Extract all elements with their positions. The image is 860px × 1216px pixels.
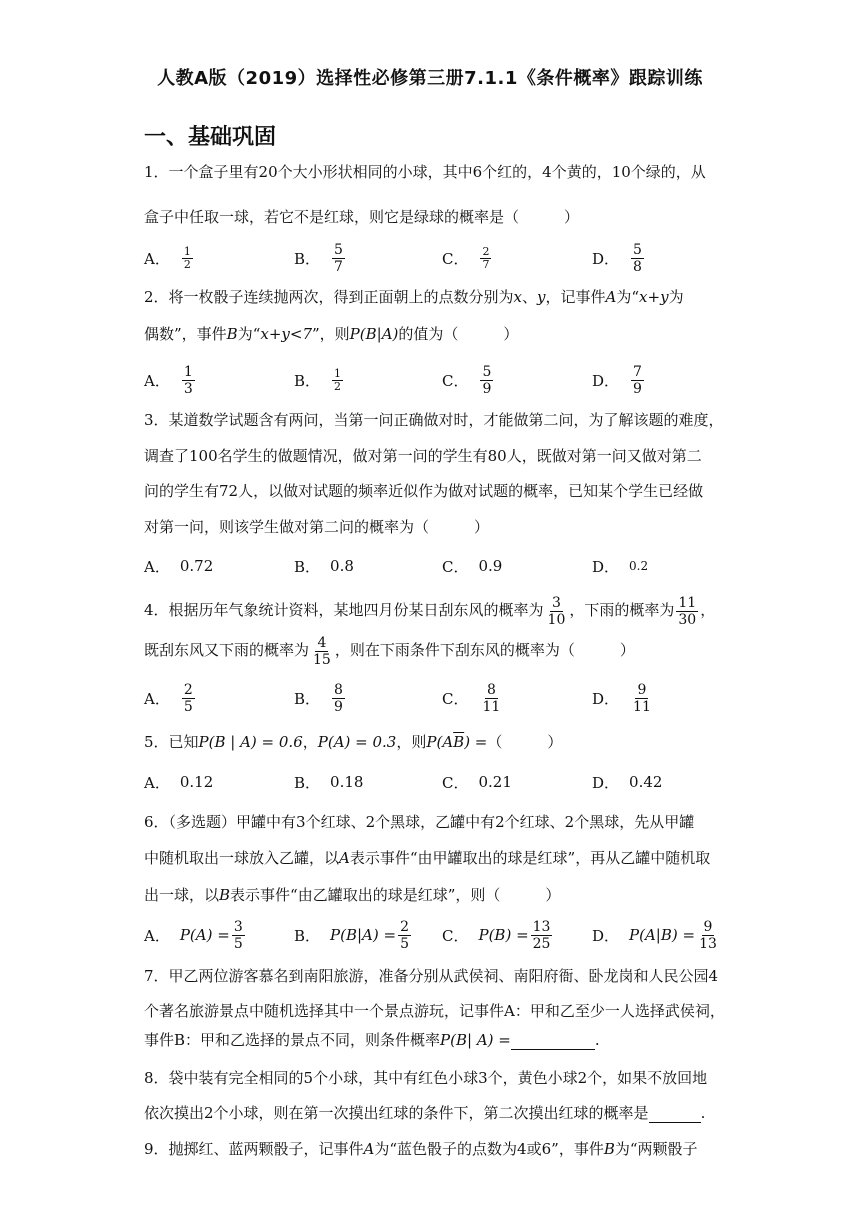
question-4-line-2: 既刮东风又下雨的概率为 $\frac{4}{15}$ ，则在下雨条件下刮东风的概率为（ ） [144,634,635,668]
option-a[interactable]: A． $\frac{2}{5}$ [144,681,193,715]
question-2-line-2: 偶数”，事件B为“x+y<7”，则P(B|A)的值为（ ） [144,325,519,343]
option-b[interactable]: B． 0.8 [294,557,354,576]
fraction: $\frac{5}{8}$ [633,241,642,275]
question-4-options [144,678,724,718]
fraction: $\frac{5}{7}$ [334,241,343,275]
fraction: $\frac{1}{2}$ [334,366,342,393]
question-3-line-4: 对第一问，则该学生做对第二问的概率为（ ） [144,518,490,536]
fraction: $\frac{8}{11}$ [482,681,501,715]
fraction: $\frac{9}{11}$ [633,681,651,715]
question-3-line-3: 问的学生有72人，以做对试题的频率近似作为做对试题的概率，已知某个学生已经做 [144,482,704,500]
fraction: $\frac{2}{7}$ [482,244,490,271]
option-b[interactable]: B． $\frac{1}{2}$ [294,366,342,393]
option-b[interactable]: B． $\frac{8}{9}$ [294,681,343,715]
question-2-options [144,360,724,400]
question-7-line-2: 个著名旅游景点中随机选择其中一个景点游玩，记事件A：甲和乙至少一人选择武侯祠， [144,1002,725,1020]
answer-blank[interactable] [511,1049,595,1050]
question-9-line-1: 9．抛掷红、蓝两颗骰子，记事件A为“蓝色骰子的点数为4或6”，事件B为“两颗骰子 [144,1140,698,1158]
option-a[interactable]: A． 0.12 [144,773,214,792]
fraction: $\frac{3}{5}$ [233,918,243,952]
option-a[interactable]: A． P(A) = $\frac{3}{5}$ [144,918,243,952]
question-7-line-3: 事件B：甲和乙选择的景点不同，则条件概率P(B| A) = . [144,1031,600,1049]
fraction: $\frac{9}{13}$ [699,918,717,952]
fraction: $\frac{3}{10}$ [547,594,566,628]
section-heading: 一、基础巩固 [144,125,277,150]
fraction: $\frac{2}{5}$ [183,681,193,715]
fraction: $\frac{4}{15}$ [313,634,331,668]
option-c[interactable]: C． $\frac{5}{9}$ [442,363,492,397]
fraction: $\frac{1}{3}$ [183,363,193,397]
option-c[interactable]: C． 0.9 [442,557,503,576]
question-3-line-1: 3．某道数学试题含有两问，当第一问正确做对时，才能做第二问，为了解该题的难度， [144,411,724,429]
answer-blank[interactable] [649,1122,701,1123]
question-3-line-2: 调查了100名学生的做题情况，做对第一问的学生有80人，既做对第一问又做对第二 [144,447,702,465]
option-b[interactable]: B． 0.18 [294,773,364,792]
question-8-line-1: 8．袋中装有完全相同的5个小球，其中有红色小球3个，黄色小球2个，如果不放回地 [144,1069,708,1087]
option-c[interactable]: C． 0.21 [442,773,512,792]
option-c[interactable]: C． P(B) = $\frac{13}{25}$ [442,918,551,952]
fraction: $\frac{13}{25}$ [532,918,551,952]
question-8-line-2: 依次摸出2个小球，则在第一次摸出红球的条件下，第二次摸出红球的概率是 . [144,1104,706,1122]
option-a[interactable]: A． $\frac{1}{3}$ [144,363,193,397]
fraction: $\frac{1}{2}$ [183,244,191,271]
question-5-options [144,762,724,802]
option-b[interactable]: B． $\frac{5}{7}$ [294,241,343,275]
question-6-line-1: 6．（多选题）甲罐中有3个红球、2个黑球，乙罐中有2个红球、2个黑球，先从甲罐 [144,813,695,831]
question-6-options [144,915,724,955]
fraction: $\frac{8}{9}$ [334,681,343,715]
fraction: $\frac{2}{5}$ [400,918,409,952]
question-1-options [144,238,724,278]
option-d[interactable]: D． $\frac{9}{11}$ [592,681,651,715]
question-4-line-1: 4．根据历年气象统计资料，某地四月份某日刮东风的概率为 $\frac{3}{10}$ ，下雨的概率为 $\frac{11}{30}$ ， [144,594,716,628]
option-d[interactable]: D． $\frac{5}{8}$ [592,241,642,275]
question-1-line-1: 1．一个盒子里有20个大小形状相同的小球，其中6个红的，4个黄的，10个绿的，从 [144,163,706,181]
question-5-line: 5．已知P(B | A) = 0.6，P(A) = 0.3，则$P(A\overline{B})$ =（ ） [144,733,563,751]
option-c[interactable]: C． $\frac{8}{11}$ [442,681,501,715]
option-d[interactable]: D． 0.2 [592,557,649,576]
option-c[interactable]: C． $\frac{2}{7}$ [442,244,490,271]
question-7-line-1: 7．甲乙两位游客慕名到南阳旅游，准备分别从武侯祠、南阳府衙、卧龙岗和人民公园4 [144,967,719,985]
fraction: $\frac{7}{9}$ [633,363,642,397]
question-2-line-1: 2．将一枚骰子连续抛两次，得到正面朝上的点数分别为x、y，记事件A为“x+y为 [144,288,684,306]
option-d[interactable]: D． 0.42 [592,773,663,792]
document-title: 人教A版（2019）选择性必修第三册7.1.1《条件概率》跟踪训练 [157,68,703,89]
question-6-line-3: 出一球，以B表示事件“由乙罐取出的球是红球”，则（ ） [144,886,561,904]
option-d[interactable]: D． P(A|B) = $\frac{9}{13}$ [592,918,717,952]
question-3-options [144,546,724,586]
fraction: $\frac{11}{30}$ [678,594,697,628]
option-a[interactable]: A． 0.72 [144,557,214,576]
option-a[interactable]: A． $\frac{1}{2}$ [144,244,191,271]
option-b[interactable]: B． P(B|A) = $\frac{2}{5}$ [294,918,409,952]
option-d[interactable]: D． $\frac{7}{9}$ [592,363,642,397]
fraction: $\frac{5}{9}$ [482,363,492,397]
question-6-line-2: 中随机取出一球放入乙罐，以A表示事件“由甲罐取出的球是红球”，再从乙罐中随机取 [144,849,711,867]
question-1-line-2: 盒子中任取一球，若它不是红球，则它是绿球的概率是（ ） [144,208,580,226]
